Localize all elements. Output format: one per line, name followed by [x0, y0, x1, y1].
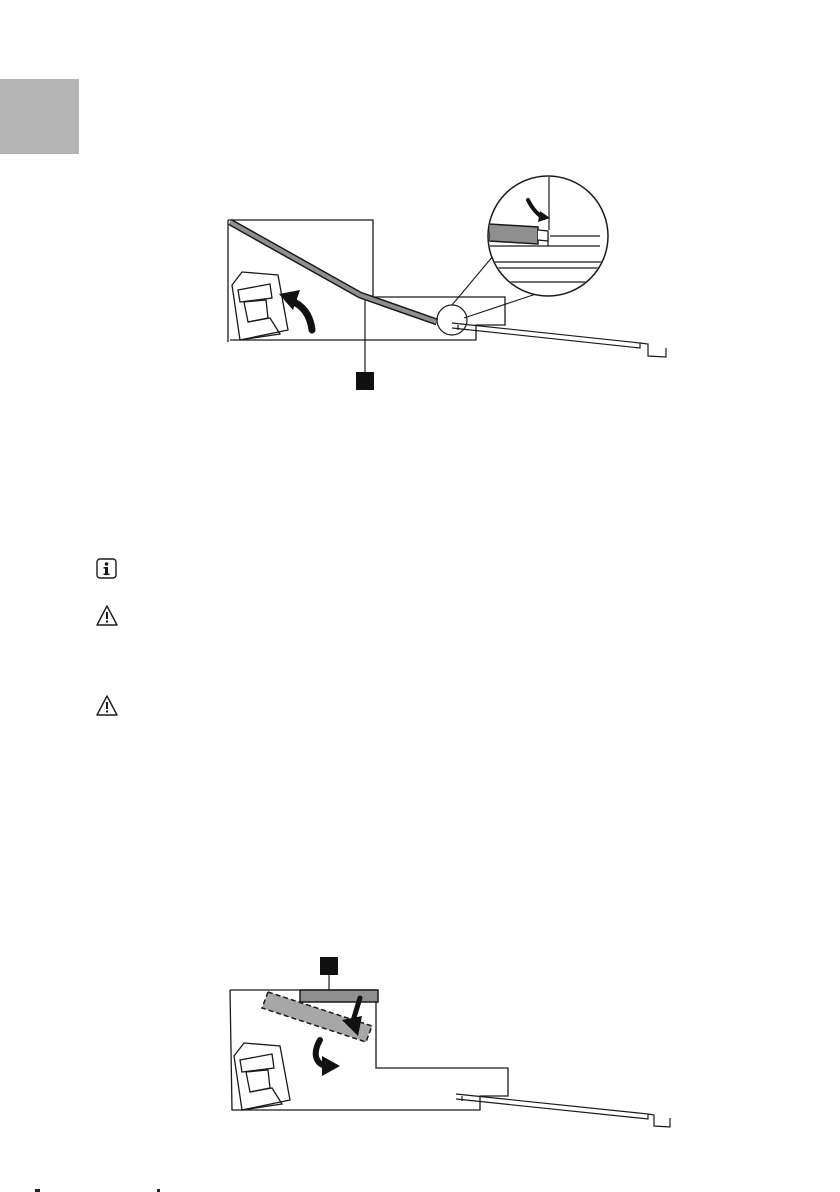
figure-bottom-drawing — [0, 940, 840, 1180]
detail-magnifier — [480, 170, 610, 296]
housing-outline — [228, 220, 505, 340]
detail-circle-small — [437, 305, 467, 335]
appliance-sketch — [234, 1043, 290, 1110]
figure-top-drawing — [0, 0, 840, 420]
swing-arrow-icon — [316, 1040, 340, 1076]
callout-marker-bottom — [320, 957, 338, 975]
callout-marker-top — [356, 372, 374, 390]
warning-icon — [95, 694, 121, 720]
figure-top — [0, 0, 840, 420]
slide-rail — [456, 1094, 670, 1127]
warning-icon — [95, 604, 121, 630]
figure-bottom — [0, 940, 840, 1180]
plate-solid — [300, 990, 378, 1002]
bar-rod — [230, 222, 437, 322]
appliance-sketch — [232, 272, 288, 340]
slide-rail — [452, 323, 666, 357]
info-icon — [95, 557, 121, 583]
